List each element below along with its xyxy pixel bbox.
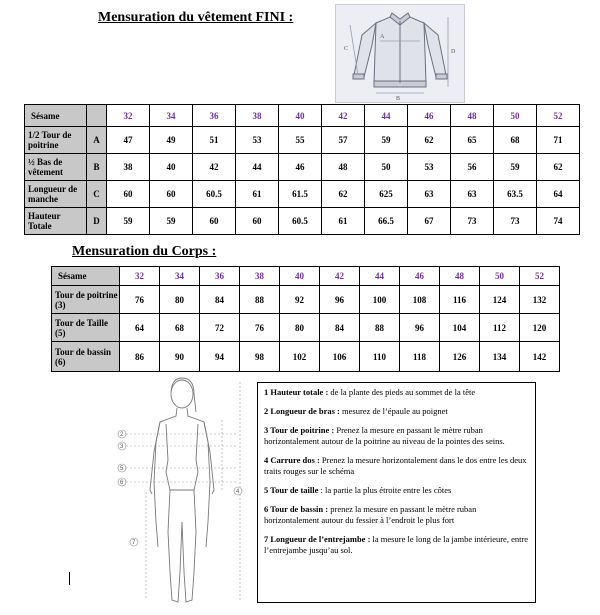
body-header-row: [52, 267, 560, 286]
size-cell: 40: [279, 105, 322, 127]
value-cell: 142: [520, 342, 560, 372]
definition-term: 6 Tour de bassin :: [264, 504, 329, 514]
value-cell: 60.5: [193, 181, 236, 208]
size-cell: 42: [322, 105, 365, 127]
value-cell: 80: [280, 314, 320, 342]
marker-6: 6: [120, 480, 124, 486]
value-cell: 106: [320, 342, 360, 372]
value-cell: 67: [408, 208, 451, 235]
jacket-diagram: [335, 4, 465, 103]
value-cell: 59: [494, 154, 537, 181]
value-cell: 74: [537, 208, 580, 235]
finished-header-row: [25, 105, 580, 127]
jacket-label-d: D: [451, 49, 456, 55]
size-cell: 46: [408, 105, 451, 127]
value-cell: 88: [240, 286, 280, 314]
row-label: Tour de Taille (5): [52, 314, 120, 342]
title-body-measurements: Mensuration du Corps :: [72, 244, 217, 259]
value-cell: 92: [280, 286, 320, 314]
value-cell: 50: [365, 154, 408, 181]
definition-text: mesurez de l’épaule au poignet: [339, 406, 448, 416]
value-cell: 61: [322, 208, 365, 235]
definition-item: [264, 455, 529, 477]
definition-text: Prenez la mesure horizontalement dans le dos entre les deux traits rouges sur le schéma: [264, 455, 527, 476]
value-cell: 60: [193, 208, 236, 235]
size-cell: 48: [440, 267, 480, 286]
value-cell: 68: [494, 127, 537, 154]
size-cell: 50: [480, 267, 520, 286]
value-cell: 90: [160, 342, 200, 372]
size-cell: 44: [360, 267, 400, 286]
value-cell: 96: [400, 314, 440, 342]
header-label: Sésame: [25, 105, 87, 127]
jacket-label-b: B: [396, 96, 401, 102]
definition-item: [264, 406, 529, 417]
text-cursor: [69, 572, 70, 585]
marker-7: 7: [132, 540, 136, 546]
size-cell: 32: [120, 267, 160, 286]
value-cell: 46: [279, 154, 322, 181]
definition-text: prenez la mesure en passant le mètre ruban horizontalement autour du fessier à l’endroit le plus fort: [264, 504, 477, 525]
value-cell: 60: [107, 181, 150, 208]
value-cell: 56: [451, 154, 494, 181]
definition-item: [264, 387, 529, 398]
definition-term: 1 Hauteur totale :: [264, 387, 329, 397]
value-cell: 96: [320, 286, 360, 314]
size-cell: 38: [240, 267, 280, 286]
value-cell: 108: [400, 286, 440, 314]
header-label: Sésame: [52, 267, 120, 286]
value-cell: 60: [150, 181, 193, 208]
title-finished-garment: Mensuration du vêtement FINI :: [98, 10, 294, 25]
table-row: [52, 314, 560, 342]
value-cell: 40: [150, 154, 193, 181]
jacket-label-c: C: [344, 46, 349, 52]
value-cell: 62: [537, 154, 580, 181]
value-cell: 68: [160, 314, 200, 342]
size-cell: 52: [537, 105, 580, 127]
definition-term: 7 Longueur de l’entrejambe :: [264, 534, 371, 544]
row-code: B: [87, 154, 107, 181]
definition-text: Prenez la mesure en passant le mètre ruban horizontalement autour de la poitrine au niveau de la pointes des seins.: [264, 425, 505, 446]
value-cell: 62: [408, 127, 451, 154]
definition-text: la mesure le long de la jambe intérieure, entre l’entrejambe jusqu’au sol.: [264, 534, 529, 555]
value-cell: 86: [120, 342, 160, 372]
value-cell: 84: [320, 314, 360, 342]
row-label: 1/2 Tour de poitrine: [25, 127, 87, 154]
row-label: Tour de bassin (6): [52, 342, 120, 372]
table-row: [25, 154, 580, 181]
definition-item: [264, 534, 529, 556]
definition-item: [264, 425, 529, 447]
value-cell: 104: [440, 314, 480, 342]
finished-garment-table: [24, 104, 580, 235]
size-cell: 52: [520, 267, 560, 286]
value-cell: 55: [279, 127, 322, 154]
value-cell: 94: [200, 342, 240, 372]
value-cell: 118: [400, 342, 440, 372]
header-code-cell: [87, 105, 107, 127]
value-cell: 88: [360, 314, 400, 342]
marker-5: 5: [120, 466, 124, 472]
value-cell: 84: [200, 286, 240, 314]
value-cell: 65: [451, 127, 494, 154]
value-cell: 59: [107, 208, 150, 235]
table-row: [25, 181, 580, 208]
value-cell: 71: [537, 127, 580, 154]
table-row: [25, 127, 580, 154]
definition-term: 3 Tour de poitrine :: [264, 425, 335, 435]
value-cell: 42: [193, 154, 236, 181]
value-cell: 60: [236, 208, 279, 235]
value-cell: 73: [494, 208, 537, 235]
size-cell: 48: [451, 105, 494, 127]
value-cell: 124: [480, 286, 520, 314]
definition-item: [264, 485, 529, 496]
marker-2: 2: [120, 432, 124, 438]
value-cell: 59: [150, 208, 193, 235]
value-cell: 120: [520, 314, 560, 342]
value-cell: 66.5: [365, 208, 408, 235]
value-cell: 61: [236, 181, 279, 208]
table-row: [25, 208, 580, 235]
body-figure: [110, 372, 250, 610]
row-label: Hauteur Totale: [25, 208, 87, 235]
value-cell: 625: [365, 181, 408, 208]
size-cell: 34: [150, 105, 193, 127]
value-cell: 53: [236, 127, 279, 154]
size-cell: 40: [280, 267, 320, 286]
size-cell: 36: [200, 267, 240, 286]
row-code: D: [87, 208, 107, 235]
measurement-definitions: [257, 382, 536, 603]
definition-term: 4 Carrure dos :: [264, 455, 320, 465]
value-cell: 63: [451, 181, 494, 208]
table-row: [52, 286, 560, 314]
marker-3: 3: [120, 444, 124, 450]
value-cell: 62: [322, 181, 365, 208]
size-cell: 32: [107, 105, 150, 127]
row-label: Longueur de manche: [25, 181, 87, 208]
value-cell: 63.5: [494, 181, 537, 208]
value-cell: 61.5: [279, 181, 322, 208]
value-cell: 44: [236, 154, 279, 181]
definition-text: : la partie la plus étroite entre les côtes: [318, 485, 452, 495]
size-cell: 50: [494, 105, 537, 127]
value-cell: 76: [240, 314, 280, 342]
body-measurements-table: [51, 266, 560, 372]
value-cell: 98: [240, 342, 280, 372]
value-cell: 76: [120, 286, 160, 314]
value-cell: 64: [120, 314, 160, 342]
value-cell: 48: [322, 154, 365, 181]
value-cell: 64: [537, 181, 580, 208]
row-label: Tour de poitrine (3): [52, 286, 120, 314]
definition-term: 2 Longueur de bras :: [264, 406, 340, 416]
value-cell: 132: [520, 286, 560, 314]
definition-text: de la plante des pieds au sommet de la tête: [328, 387, 476, 397]
value-cell: 116: [440, 286, 480, 314]
jacket-illustration: [336, 5, 464, 102]
value-cell: 38: [107, 154, 150, 181]
value-cell: 110: [360, 342, 400, 372]
value-cell: 80: [160, 286, 200, 314]
value-cell: 126: [440, 342, 480, 372]
size-cell: 34: [160, 267, 200, 286]
marker-4: 4: [236, 489, 240, 495]
size-cell: 44: [365, 105, 408, 127]
value-cell: 100: [360, 286, 400, 314]
definition-item: [264, 504, 529, 526]
row-code: C: [87, 181, 107, 208]
value-cell: 73: [451, 208, 494, 235]
value-cell: 59: [365, 127, 408, 154]
definition-term: 5 Tour de taille: [264, 485, 319, 495]
size-cell: 36: [193, 105, 236, 127]
value-cell: 102: [280, 342, 320, 372]
value-cell: 49: [150, 127, 193, 154]
value-cell: 112: [480, 314, 520, 342]
value-cell: 53: [408, 154, 451, 181]
value-cell: 72: [200, 314, 240, 342]
jacket-label-a: A: [380, 34, 385, 40]
row-label: ½ Bas de vêtement: [25, 154, 87, 181]
value-cell: 47: [107, 127, 150, 154]
row-code: A: [87, 127, 107, 154]
size-cell: 46: [400, 267, 440, 286]
size-cell: 42: [320, 267, 360, 286]
value-cell: 57: [322, 127, 365, 154]
value-cell: 60.5: [279, 208, 322, 235]
body-silhouette: [110, 372, 250, 610]
table-row: [52, 342, 560, 372]
size-cell: 38: [236, 105, 279, 127]
value-cell: 51: [193, 127, 236, 154]
value-cell: 134: [480, 342, 520, 372]
value-cell: 63: [408, 181, 451, 208]
